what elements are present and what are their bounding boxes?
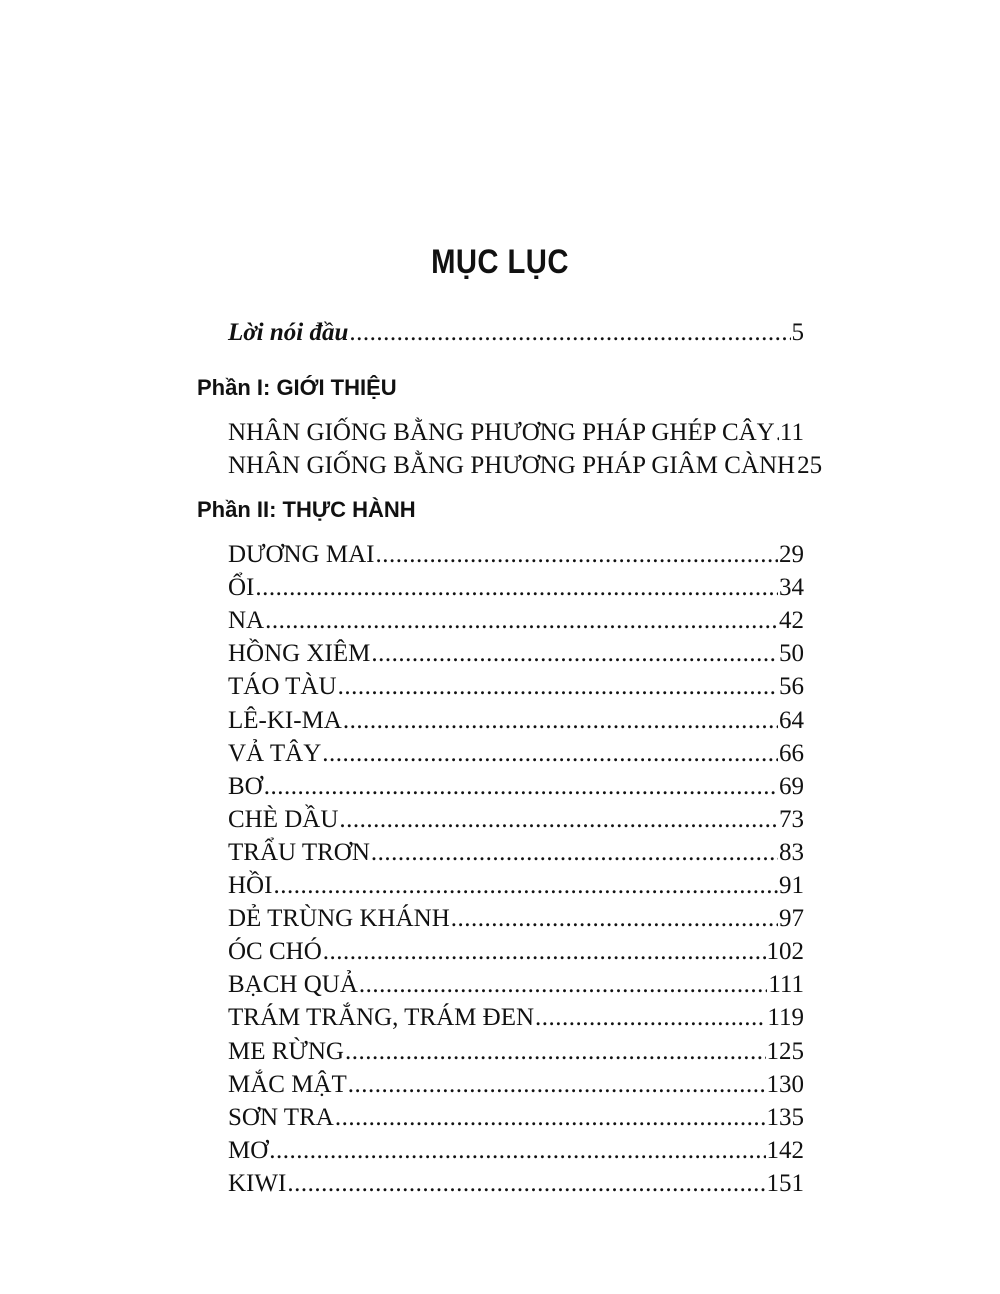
dot-leader <box>269 1136 765 1166</box>
dot-leader <box>255 573 778 603</box>
toc-entry-preface[interactable] <box>228 318 804 348</box>
toc-entry-label: NHÂN GIỐNG BẰNG PHƯƠNG PHÁP GHÉP CÂY <box>228 419 775 446</box>
toc-entry-label: ME RỪNG <box>228 1037 344 1065</box>
dot-leader <box>335 1103 766 1133</box>
dot-leader <box>349 318 790 348</box>
toc-entry-label: ỔI <box>228 574 255 602</box>
toc-entry-page: 56 <box>779 673 804 701</box>
toc-entry[interactable] <box>228 606 804 636</box>
toc-entry-page: 69 <box>779 772 804 800</box>
toc-entry-label: NA <box>228 607 265 635</box>
toc-entry-page: 130 <box>766 1070 804 1098</box>
toc-entry-page: 29 <box>779 541 804 568</box>
toc-entry-label: TRÁM TRẮNG, TRÁM ĐEN <box>228 1004 535 1032</box>
toc-entry-label: BƠ <box>228 772 263 800</box>
toc-entry-page: 50 <box>779 640 804 668</box>
toc-entry[interactable] <box>228 871 804 901</box>
toc-entry[interactable] <box>228 1169 804 1199</box>
toc-entry[interactable] <box>228 970 804 1000</box>
dot-leader <box>343 706 778 736</box>
dot-leader <box>345 1037 766 1067</box>
dot-leader <box>287 1169 765 1199</box>
toc-entry-page: 135 <box>766 1103 804 1131</box>
toc-entry-page: 97 <box>779 905 804 933</box>
part-heading: Phần I: GIỚI THIỆU <box>197 375 397 400</box>
dot-leader <box>348 1070 766 1100</box>
toc-entry[interactable] <box>228 573 804 603</box>
toc-entry-page: 64 <box>779 706 804 734</box>
toc-entry-label: BẠCH QUẢ <box>228 971 358 999</box>
toc-entry[interactable] <box>228 1037 804 1067</box>
dot-leader <box>265 606 778 636</box>
toc-entry-page: 142 <box>766 1136 804 1164</box>
toc-entry[interactable] <box>228 540 804 570</box>
toc-entry-label: MƠ <box>228 1136 269 1164</box>
toc-entry-label: Lời nói đầu <box>228 319 349 346</box>
toc-entry-page: 111 <box>768 971 804 999</box>
toc-entry-label: NHÂN GIỐNG BẰNG PHƯƠNG PHÁP GIÂM CÀNH <box>228 452 796 479</box>
toc-entry[interactable] <box>228 1070 804 1100</box>
dot-leader <box>371 639 778 669</box>
dot-leader <box>535 1003 766 1033</box>
toc-entry[interactable] <box>228 1103 804 1133</box>
dot-leader <box>338 672 778 702</box>
toc-entry[interactable] <box>228 1136 804 1166</box>
toc-entry-label: DƯƠNG MAI <box>228 541 375 568</box>
toc-entry-label: LÊ-KI-MA <box>228 706 342 734</box>
dot-leader <box>375 540 778 570</box>
dot-leader <box>323 937 766 967</box>
toc-entry[interactable] <box>228 838 804 868</box>
toc-entry[interactable] <box>228 739 804 769</box>
dot-leader <box>371 838 778 868</box>
toc-entry[interactable] <box>228 672 804 702</box>
toc-entry[interactable] <box>228 418 804 448</box>
toc-entry-page: 25 <box>797 452 823 479</box>
dot-leader <box>451 904 778 934</box>
part-heading: Phần II: THỰC HÀNH <box>197 497 416 522</box>
dot-leader <box>359 970 767 1000</box>
toc-entry-page: 102 <box>766 938 804 966</box>
page-title: MỤC LỤC <box>431 243 569 281</box>
toc-entry-label: KIWI <box>228 1169 287 1197</box>
dot-leader <box>339 805 778 835</box>
toc-entry-page: 83 <box>779 838 804 866</box>
dot-leader <box>264 772 778 802</box>
toc-entry-page: 42 <box>779 607 804 635</box>
toc-entry-page: 91 <box>779 872 804 899</box>
toc-entry[interactable] <box>228 1003 804 1033</box>
toc-entry[interactable] <box>228 451 823 481</box>
toc-entry-label: HỒI <box>228 872 273 899</box>
toc-entry[interactable] <box>228 772 804 802</box>
dot-leader <box>273 871 778 901</box>
toc-entry-page: 151 <box>766 1169 804 1197</box>
toc-entry-label: SƠN TRA <box>228 1103 334 1131</box>
toc-entry-label: HỒNG XIÊM <box>228 640 371 668</box>
toc-entry-page: 5 <box>791 319 804 346</box>
toc-entry-page: 11 <box>779 419 804 446</box>
toc-entry-page: 73 <box>779 805 804 833</box>
toc-entry-label: CHÈ DẦU <box>228 805 339 833</box>
toc-entry-page: 119 <box>767 1004 804 1032</box>
toc-entry-label: TÁO TÀU <box>228 673 337 701</box>
toc-entry[interactable] <box>228 904 804 934</box>
toc-entry-label: TRẨU TRƠN <box>228 838 370 866</box>
toc-entry-label: VẢ TÂY <box>228 739 322 767</box>
toc-entry-page: 66 <box>779 739 804 767</box>
toc-entry-label: DẺ TRÙNG KHÁNH <box>228 905 450 933</box>
dot-leader <box>776 418 779 448</box>
dot-leader <box>322 739 778 769</box>
toc-entry-page: 34 <box>779 574 804 602</box>
toc-entry[interactable] <box>228 639 804 669</box>
toc-entry-page: 125 <box>766 1037 804 1065</box>
toc-entry-label: MẮC MẬT <box>228 1070 347 1098</box>
toc-entry-label: ÓC CHÓ <box>228 938 322 966</box>
toc-entry[interactable] <box>228 706 804 736</box>
toc-entry[interactable] <box>228 937 804 967</box>
toc-entry[interactable] <box>228 805 804 835</box>
